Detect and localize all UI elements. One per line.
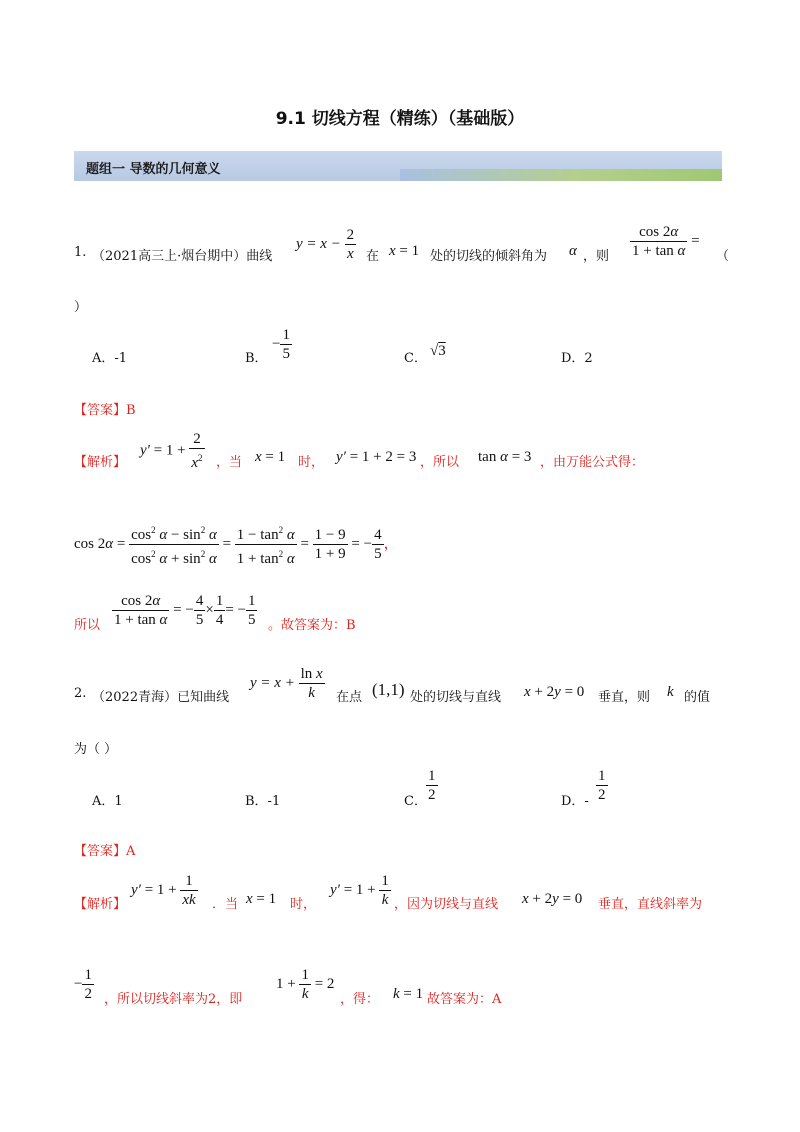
q1-number: 1. <box>74 245 87 260</box>
q2-curve-formula: y = x + $\frac{\text{ln x}}{k}$ <box>250 666 323 701</box>
q2-answer: 【答案】A <box>74 844 136 859</box>
q1-option-d: D．2 <box>561 351 593 366</box>
q2-analysis-line: x + 2y = 0 <box>522 891 583 907</box>
q2-text-mid: 处的切线与直线 <box>410 690 502 705</box>
q2-option-c: C． <box>404 794 427 809</box>
q1-alpha: α <box>569 243 577 259</box>
q1-conclusion-formula: $\frac{\cos 2\alpha}{\text{1 + tan α}}$ = − $\frac{4}{5}$ × $\frac{1}{4}$ = − $\frac{1}{5}$ <box>114 593 256 628</box>
q1-analysis-so: ，所以 <box>420 455 460 470</box>
q1-tan-value: tan α = 3 <box>478 449 532 465</box>
q2-text-perp: 垂直，则 <box>598 690 651 705</box>
q1-conclusion-tail: 。故答案为：B <box>268 618 356 633</box>
q1-text-mid: 处的切线的倾斜角为 <box>430 249 548 264</box>
q1-paren-open: （ <box>716 249 730 264</box>
q2-option-b: B．-1 <box>245 794 281 809</box>
q1-paren-close: ） <box>74 300 88 315</box>
q2-option-d: D．- <box>561 794 589 809</box>
q1-analysis-label: 【解析】 <box>74 455 127 470</box>
q1-curve-formula: y = x − $\frac{2}{x}$ <box>296 227 355 262</box>
q1-analysis-when: ，当 <box>216 455 243 470</box>
q1-answer: 【答案】B <box>74 403 136 418</box>
q2-number: 2. <box>74 686 87 701</box>
q2-line2: 为（ ） <box>74 742 118 757</box>
q2-k: k <box>667 684 674 700</box>
q1-universal-formula: cos 2α = $\frac{\cos^2 \alpha - \sin^2 \alpha}{\cos^2 \alpha + \sin^2 \alpha}$ = $\frac{1 - \tan^2 \alpha}{1 + \tan^2 \alpha}$ = $\frac{1 - 9}{1 + 9}$ = − $\frac{4}{5}$ ， <box>74 521 399 568</box>
q2-equation: 1 + $\frac{1}{k}$ = 2 <box>276 967 335 1002</box>
q1-analysis-x1: x = 1 <box>255 449 286 465</box>
q2-analysis-label: 【解析】 <box>74 897 127 912</box>
q1-option-a: A．-1 <box>92 351 128 366</box>
q2-line-slope: − $\frac{1}{2}$ <box>74 967 92 1002</box>
page-title: 9.1 切线方程（精练）（基础版） <box>275 109 525 129</box>
q2-option-c-value: $\frac{1}{2}$ <box>428 768 436 803</box>
q2-option-d-value: $\frac{1}{2}$ <box>598 768 606 803</box>
q2-analysis-time: 时， <box>290 897 317 912</box>
q2-text-val: 的值 <box>684 690 711 705</box>
q2-k-value: k = 1 <box>393 986 424 1002</box>
q1-x-eq-1: x = 1 <box>389 243 420 259</box>
q1-conclusion-so: 所以 <box>74 618 101 633</box>
q2-point: (1,1) <box>372 680 405 699</box>
q2-analysis-x1: x = 1 <box>246 891 277 907</box>
q1-option-b: B． <box>245 351 268 366</box>
q2-conclusion-so: ，所以切线斜率为2，即 <box>104 992 243 1007</box>
q2-conclusion-get: ，得： <box>340 992 380 1007</box>
q2-slope-expr: y′ = 1 + $\frac{1}{k}$ <box>330 873 389 908</box>
q1-option-b-value: − $\frac{1}{5}$ <box>272 327 290 362</box>
q1-slope-value: y′ = 1 + 2 = 3 <box>336 449 417 465</box>
q1-target-expression: $\frac{\cos 2\alpha}{\text{1 + tan α}}$ = <box>632 224 700 259</box>
q1-analysis-tail: ，由万能公式得： <box>540 455 645 470</box>
q2-source: （2022青海）已知曲线 <box>92 690 230 705</box>
q1-analysis-time: 时， <box>298 455 325 470</box>
q2-derivative: y′ = 1 + $\frac{1}{xk}$ <box>131 873 196 908</box>
q1-option-c-value: √3 <box>430 343 446 359</box>
q1-option-c: C． <box>404 351 427 366</box>
group-header-label: 题组一 导数的几何意义 <box>86 162 221 177</box>
q1-text-then: ，则 <box>583 249 610 264</box>
q2-option-a: A．1 <box>92 794 123 809</box>
q1-text-at: 在 <box>366 249 380 264</box>
group-header-stripe <box>400 169 722 181</box>
q1-source: （2021高三上·烟台期中）曲线 <box>92 249 273 264</box>
q2-analysis-when: ．当 <box>212 897 239 912</box>
q1-derivative: y′ = 1 + $\frac{2}{x^2}$ <box>140 431 203 471</box>
q2-analysis-because: ，因为切线与直线 <box>394 897 499 912</box>
q2-line-eq: x + 2y = 0 <box>524 684 585 700</box>
q2-conclusion-tail: 故答案为：A <box>427 992 502 1007</box>
q2-analysis-tail: 垂直，直线斜率为 <box>598 897 703 912</box>
q2-text-at: 在点 <box>336 690 363 705</box>
